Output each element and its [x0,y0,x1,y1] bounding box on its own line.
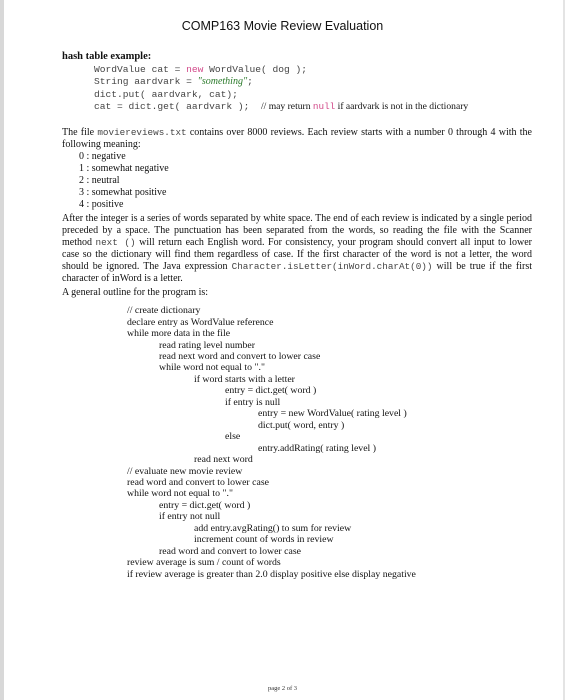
rating-meanings-list [62,151,532,211]
outline-line: if review average is greater than 2.0 display positive else display negative [127,568,416,580]
code-string: "something" [197,76,248,88]
outline-line: if entry not null [159,511,221,523]
code-next: next () [95,237,136,249]
code-keyword: new [186,64,204,75]
outline-line: entry = dict.get( word ) [159,499,251,511]
document-title: COMP163 Movie Review Evaluation [181,19,384,33]
outline-intro: A general outline for the program is: [62,287,209,299]
rating-meaning: 4 : positive [79,199,124,211]
outline-line: dict.put( word, entry ) [258,419,345,431]
pseudocode-outline [62,305,532,580]
code-null: null [312,100,336,112]
code-text: ; [247,76,253,88]
code-line-3: dict.put( aardvark, cat); [94,88,238,100]
code-block [62,64,532,113]
outline-line: entry = new WordValue( rating level ) [258,408,407,420]
rating-meaning: 1 : somewhat negative [79,163,169,175]
code-comment: // may return [260,100,313,112]
outline-line: read word and convert to lower case [159,545,301,557]
outline-line: read next word [194,454,253,466]
outline-line: entry = dict.get( word ) [225,385,317,397]
code-text: WordValue( dog ); [203,64,308,75]
page-content [62,51,532,580]
rating-meaning: 0 : negative [79,151,126,163]
intro-paragraph [62,127,532,151]
outline-line: // create dictionary [127,305,201,317]
rating-meaning: 3 : somewhat positive [79,187,167,199]
code-text: cat = dict.get( aardvark ); [94,100,261,112]
details-paragraph [62,213,532,285]
example-title: hash table example: [62,51,152,62]
outline-line: add entry.avgRating() to sum for review [194,522,352,534]
outline-line: if entry is null [225,396,281,408]
rating-meaning: 2 : neutral [79,175,120,187]
code-line-4 [62,101,532,113]
outline-line: read word and convert to lower case [127,476,269,488]
code-comment: if aardvark is not in the dictionary [335,100,469,112]
outline-line: // evaluate new movie review [127,465,243,477]
code-line-1 [62,64,532,76]
outline-line: increment count of words in review [194,534,334,546]
outline-line: declare entry as WordValue reference [127,316,274,328]
code-text: String aardvark = [94,76,198,88]
code-line-2 [62,76,532,88]
outline-line: else [225,431,241,443]
page-number: page 2 of 3 [267,685,298,692]
page-left-edge [0,0,4,700]
code-expression: Character.isLetter(inWord.charAt(0)) [231,261,433,273]
outline-line: read rating level number [159,339,256,351]
details-text: will be true if the first character of inWord is a letter. [62,261,532,285]
intro-text: The file [62,127,98,139]
outline-line: entry.addRating( rating level ) [258,442,376,454]
intro-text: contains over 8000 reviews. Each review starts with a number 0 through 4 with the following meaning: [62,127,532,151]
outline-line: while word not equal to "." [159,362,265,374]
outline-line: read next word and convert to lower case [159,351,321,362]
outline-line: if word starts with a letter [194,373,295,385]
details-text: After the integer is a series of words separated by white space. The end of each review is indicated by a single period preceded by a space. The punctuation has been separated from the words, so reading the file with the Scanner method [62,213,532,249]
details-text: will return each English word. For consistency, your program should convert all input to lower case so the dictionary will find them regardless of case. If the first character of the word is not a letter, the word should be ignored. The Java expression [62,237,533,273]
outline-line: while word not equal to "." [127,488,233,500]
outline-line: review average is sum / count of words [127,557,281,569]
filename: moviereviews.txt [97,127,187,139]
code-text: WordValue cat = [94,64,187,75]
outline-line: while more data in the file [127,328,231,340]
